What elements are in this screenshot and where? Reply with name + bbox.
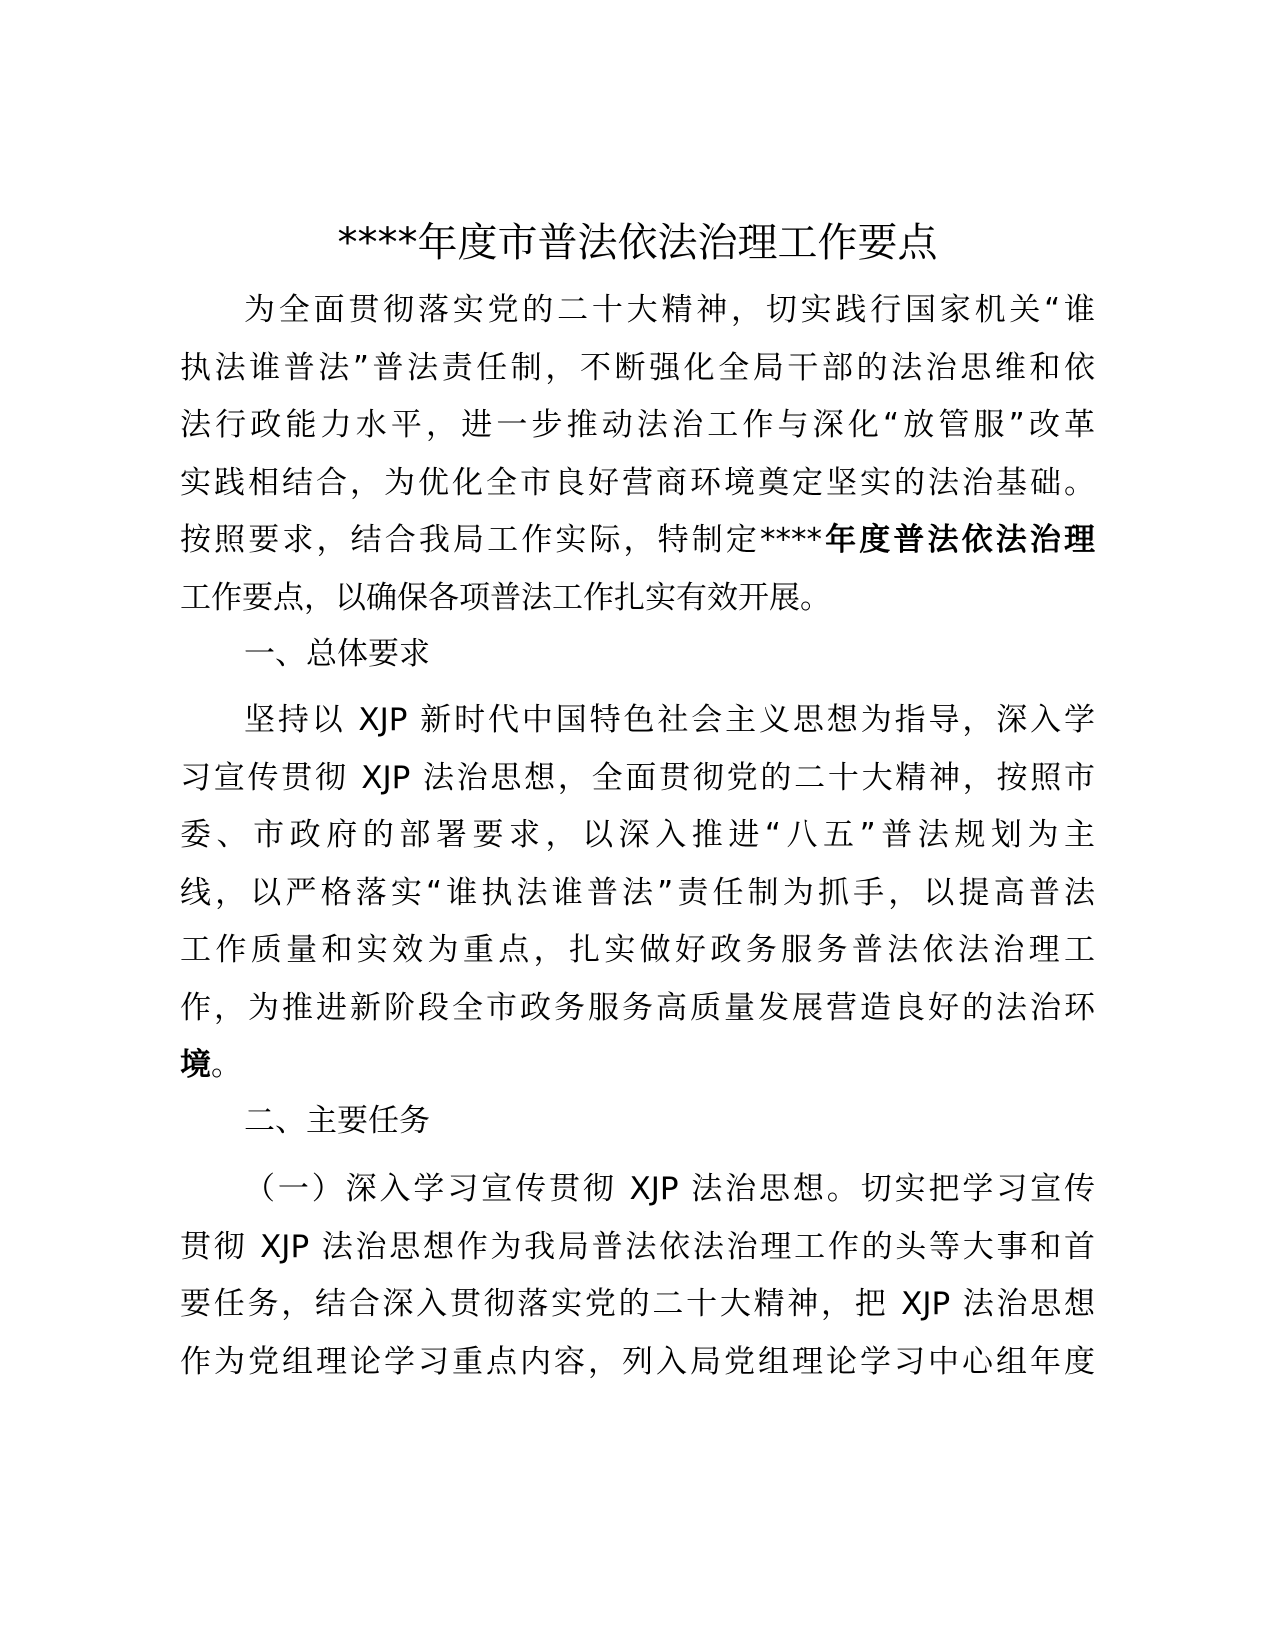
paragraph-line: 委、市政府的部署要求，以深入推进“八五”普法规划为主 [180,817,1095,853]
paragraph-line: （一）深入学习宣传贯彻 XJP 法治思想。切实把学习宣传 [244,1171,1095,1207]
paragraph-line: 坚持以 XJP 新时代中国特色社会主义思想为指导，深入学 [244,702,1095,738]
paragraph-line: 工作要点，以确保各项普法工作扎实有效开展。 [180,579,831,616]
section-heading-2: 二、主要任务 [244,1103,430,1139]
paragraph-line: 线，以严格落实“谁执法谁普法”责任制为抓手，以提高普法 [180,874,1095,911]
paragraph-line [180,1037,1095,1095]
section-heading-1: 一、总体要求 [244,636,430,672]
intro-paragraph [180,282,1095,627]
paragraph-line: 法行政能力水平，进一步推动法治工作与深化“放管服”改革 [180,407,1095,443]
paragraph-line: 执法谁普法”普法责任制，不断强化全局干部的法治思维和依 [180,349,1095,386]
paragraph-line: 要任务，结合深入贯彻落实党的二十大精神，把 XJP 法治思想 [180,1286,1095,1322]
paragraph-line: 习宣传贯彻 XJP 法治思想，全面贯彻党的二十大精神，按照市 [180,759,1095,796]
paragraph-line: 为全面贯彻落实党的二十大精神，切实践行国家机关“谁 [244,292,1095,328]
paragraph-line [180,455,1095,513]
section2-paragraph [180,1161,1095,1391]
line-text: 实践相结合，为优化全市良好营商环境奠定坚实的法治基础。 [180,464,1095,501]
paragraph-line: 作为党组理论学习重点内容，列入局党组理论学习中心组年度 [180,1343,1095,1380]
line-text: 按照要求，结合我局工作实际，特制定**** [180,522,823,558]
bold-text: 境 [180,1047,211,1083]
document-title: ****年度市普法依法治理工作要点 [337,220,938,266]
paragraph-line: 贯彻 XJP 法治思想作为我局普法依法治理工作的头等大事和首 [180,1228,1095,1265]
section1-paragraph [180,692,1095,1095]
line-text: 。 [211,1047,242,1083]
paragraph-line: 作，为推进新阶段全市政务服务高质量发展营造良好的法治环 [180,989,1095,1026]
paragraph-line: 工作质量和实效为重点，扎实做好政务服务普法依法治理工 [180,932,1095,968]
paragraph-line [180,512,1095,570]
bold-text: 年度普法依法治理 [822,522,1096,558]
